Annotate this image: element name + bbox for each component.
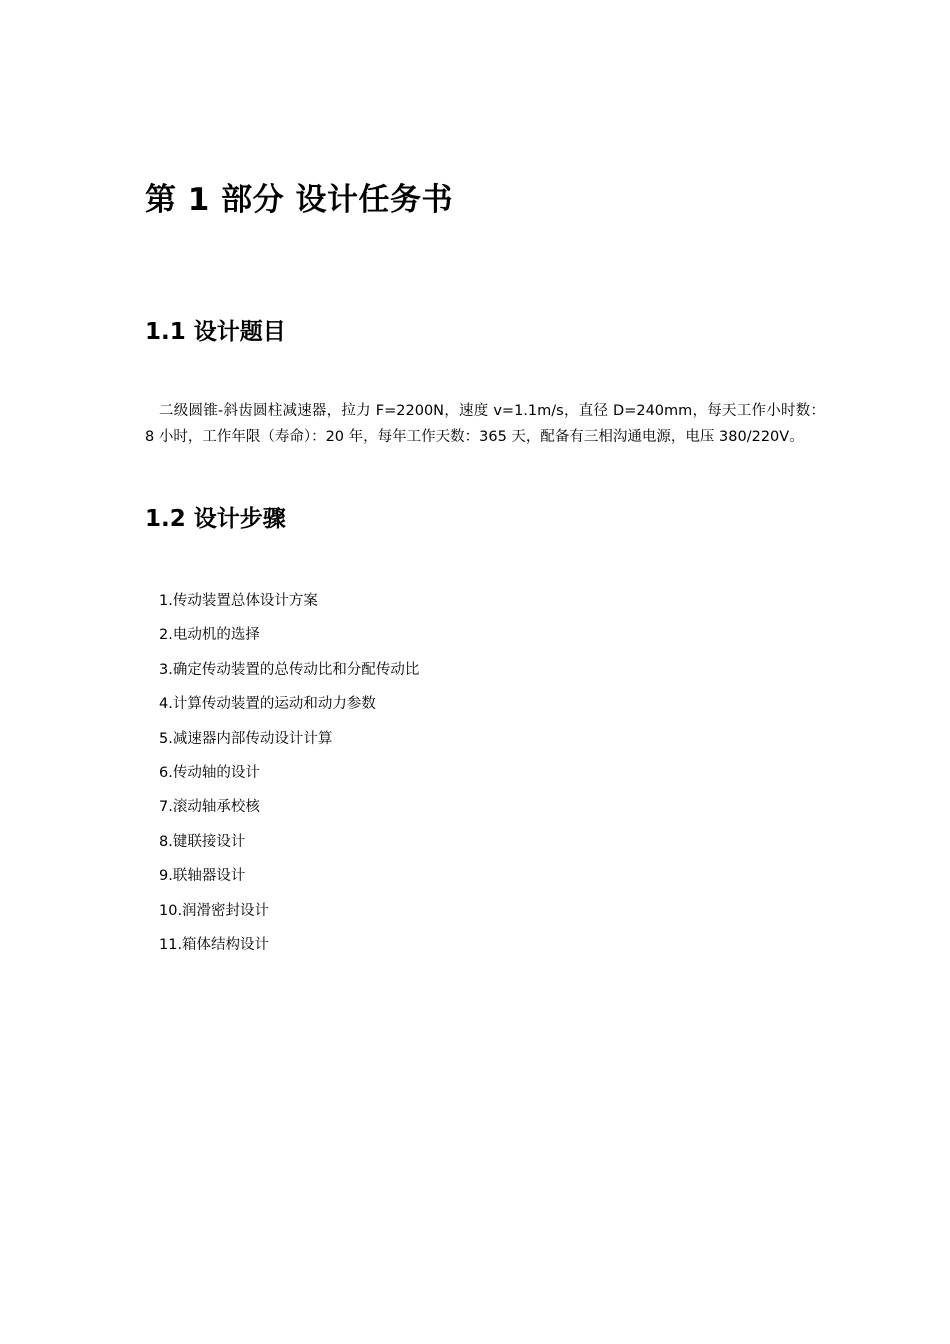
- part-title: 第 1 部分 设计任务书: [145, 182, 453, 218]
- list-item: 9.联轴器设计: [159, 868, 246, 885]
- list-item: 5.减速器内部传动设计计算: [159, 730, 333, 747]
- list-item: 7.滚动轴承校核: [159, 799, 260, 816]
- design-topic-paragraph: 二级圆锥-斜齿圆柱减速器，拉力 F=2200N，速度 v=1.1m/s，直径 D=240mm，每天工作小时数：8 小时，工作年限（寿命）：20 年，每年工作天数：365 天，配备有三相沟通电源，电压 380/220V。: [145, 403, 825, 445]
- design-steps-list: [159, 584, 419, 962]
- list-item: 1.传动装置总体设计方案: [159, 593, 318, 609]
- list-item: 6.传动轴的设计: [159, 764, 260, 781]
- list-item: 4.计算传动装置的运动和动力参数: [159, 696, 376, 713]
- list-item: 8.键联接设计: [159, 833, 246, 850]
- section-heading-design-steps: 1.2 设计步骤: [145, 506, 286, 532]
- section-heading-design-topic: 1.1 设计题目: [145, 319, 286, 345]
- list-item: 10.润滑密封设计: [159, 902, 270, 919]
- list-item: 2.电动机的选择: [159, 627, 260, 644]
- list-item: 11.箱体结构设计: [159, 936, 270, 953]
- list-item: 3.确定传动装置的总传动比和分配传动比: [159, 661, 420, 678]
